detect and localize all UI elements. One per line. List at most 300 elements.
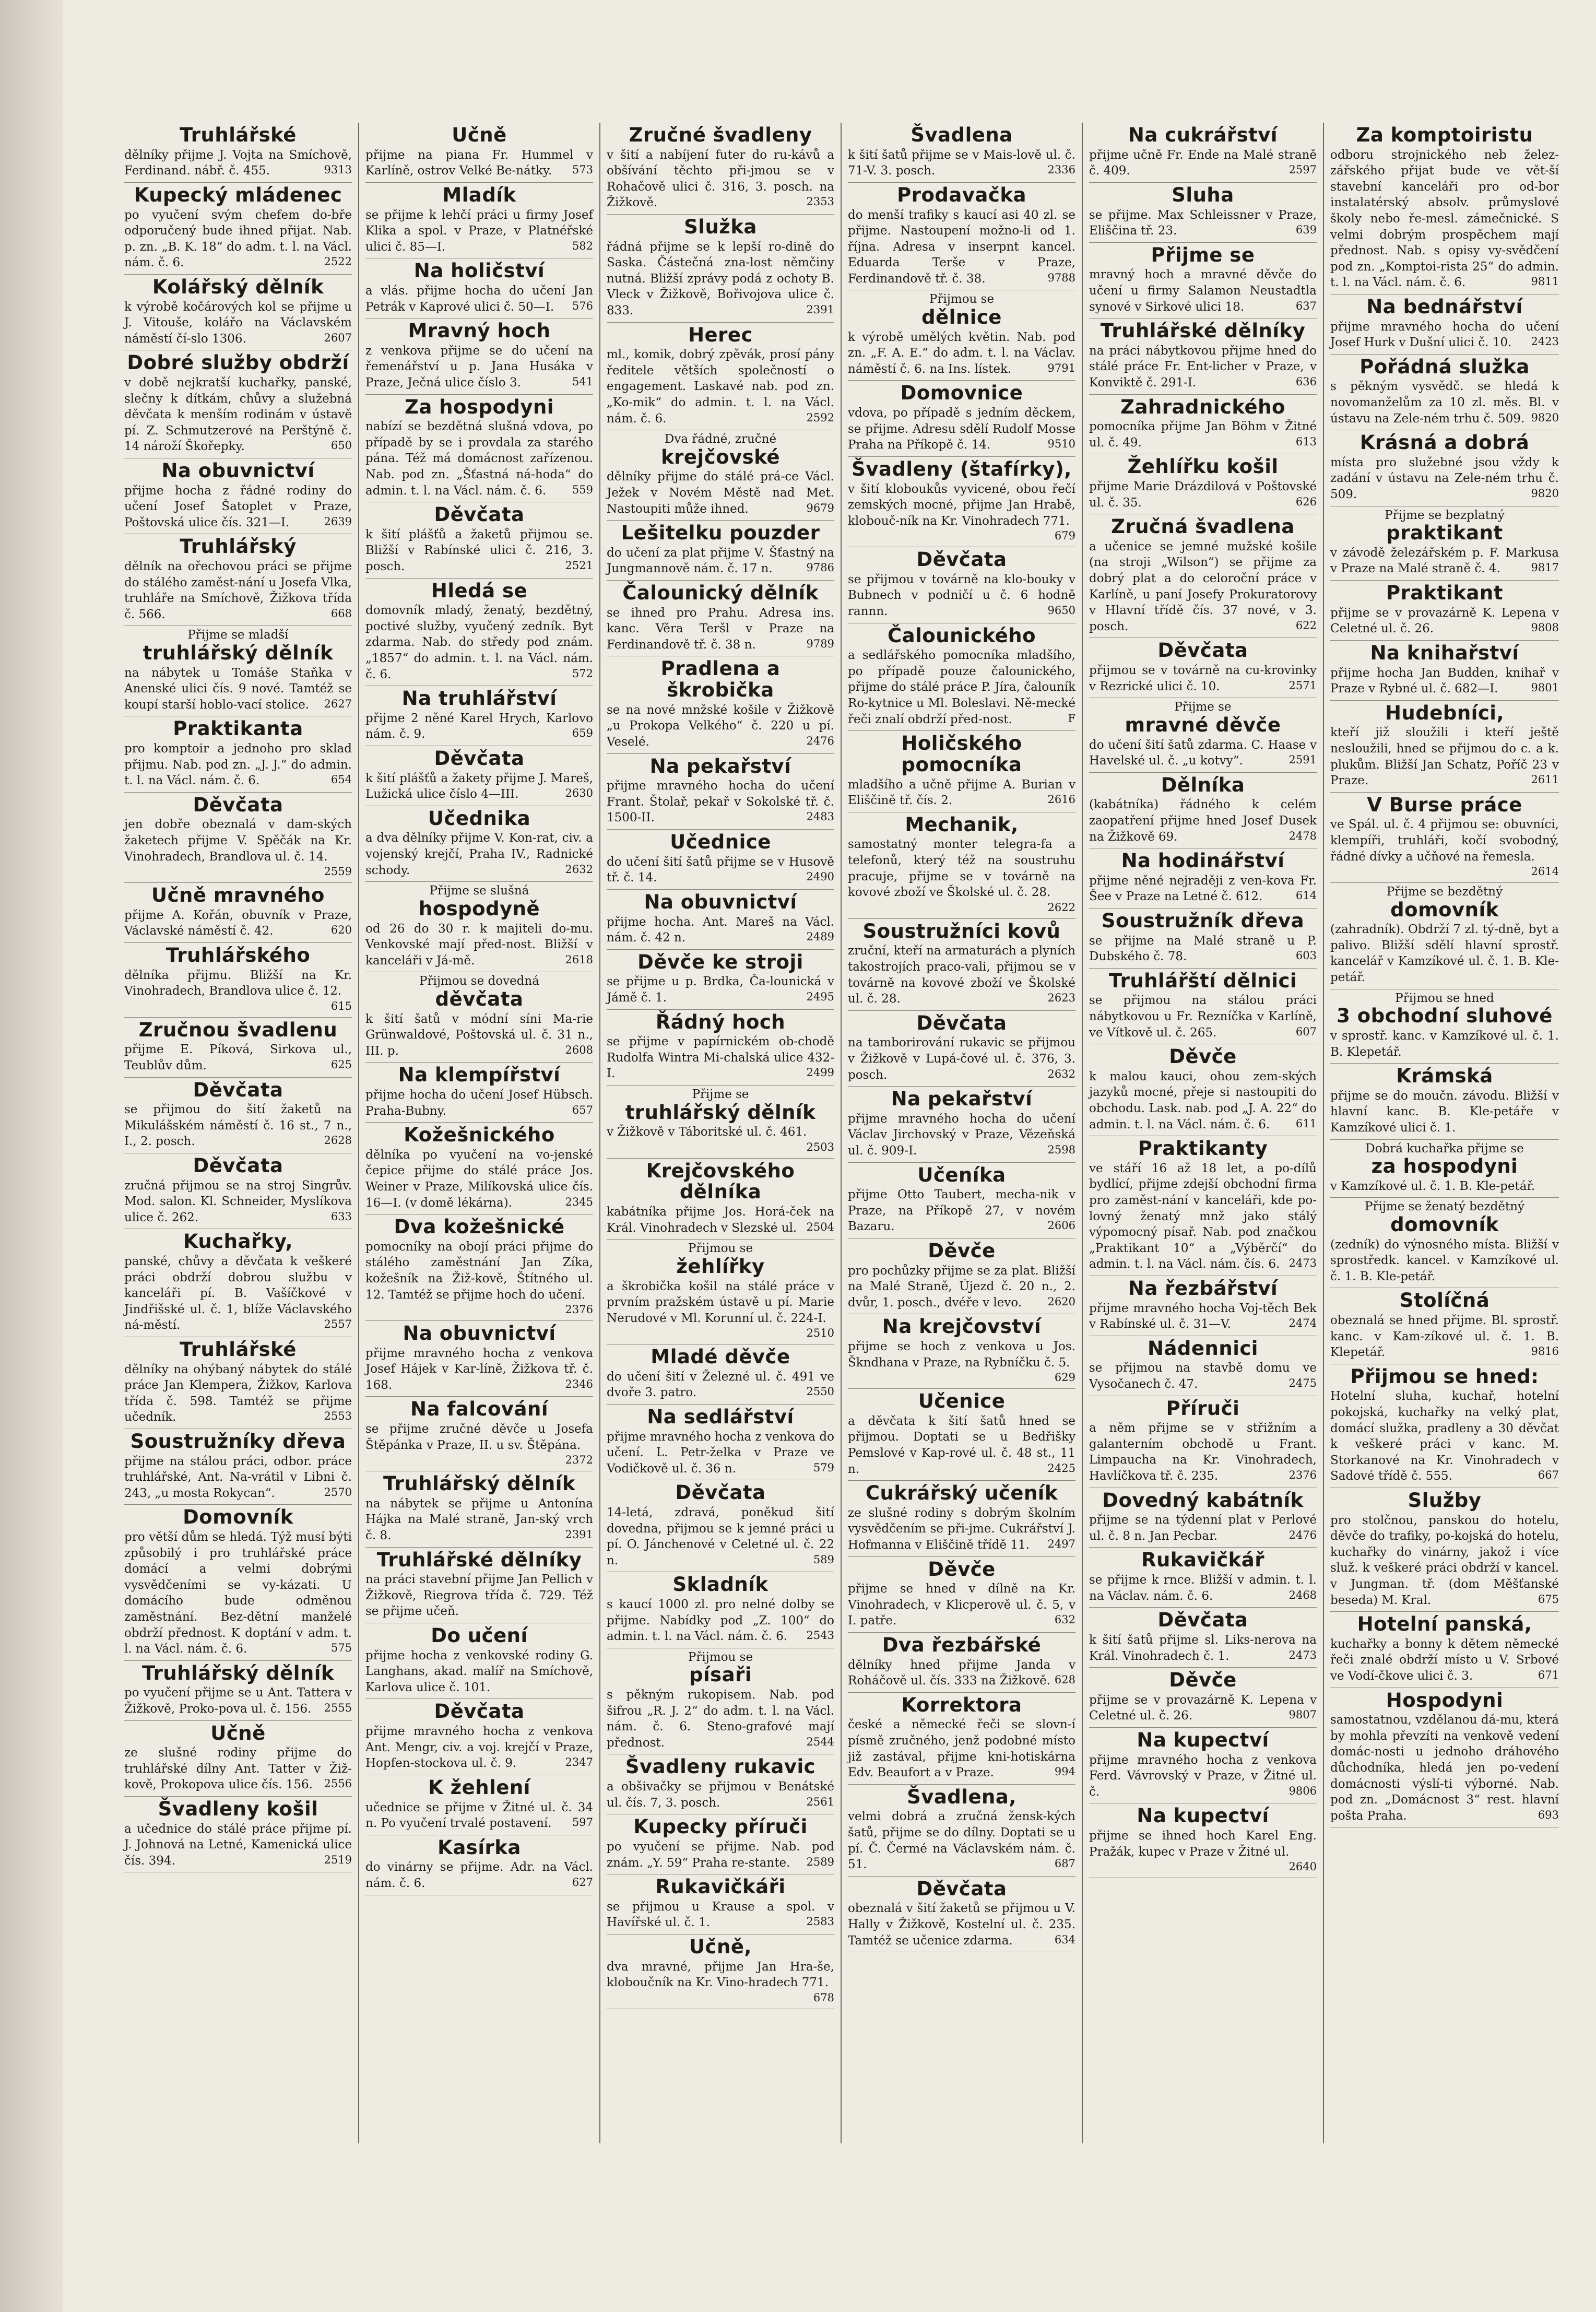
ad-body-text: a vlás. přijme hocha do učení Jan Petrák v Kaprové ulici č. 50—I. 576 [365,284,593,314]
ad-headline: Děvče [928,1558,996,1580]
ad-body-text: se přijmou u Krause a spol. v Havířské ul. č. 1. 2583 [607,1900,834,1930]
classified-ad [848,123,1075,183]
ad-headline: Za komptoiristu [1356,124,1533,146]
ad-body-text: ve Spál. ul. č. 4 přijmou se: obuvníci, klempíři, truhláři, kočí svobodný, řádné dívky a učňové na řemesla. 2614 [1330,817,1559,865]
classified-ad [1330,1064,1559,1139]
ad-body-text: do učení šití šatů přijme se v Husově tř. č. 14. 2490 [607,855,834,885]
ad-body-text: s pěkným rukopisem. Nab. pod šifrou „R. J. 2“ do adm. t. l. na Václ. nám. č. 6. Steno-grafové mají přednost. 2544 [607,1688,834,1750]
classified-ad [848,919,1075,1011]
ad-reference-number: 671 [1538,1668,1559,1681]
classified-ad [1089,514,1317,638]
ad-body-text: k šití plášťů a žakety přijme J. Mareš, Lužická ulice číslo 4—III. 2630 [365,771,593,801]
classified-ad [607,890,834,950]
classified-ad [1330,1288,1559,1364]
ad-body-text: řádná přijme se k lepší ro-dině do Saska. Částečná zna-lost němčiny nutná. Bližší zprávy podá z ochoty B. Vleck v Žižkově, Bořivojova ulice č. 833. 2391 [607,240,834,317]
classified-ad [607,1159,834,1240]
ad-body-text: přijme něné nejraději z ven-kova Fr. Šee v Praze na Letné č. 612. 614 [1089,874,1317,904]
ad-reference-number: 2559 [324,865,352,878]
ad-body-text: pomocníky na obojí práci přijme do stálého zaměstnání Jan Zíka, kožešník na Žiž-kově, Štítného ul. 12. Tamtéž se přijme hoch do učení. 2376 [365,1239,593,1303]
classified-ad [1089,638,1317,698]
ad-reference-number: 2476 [806,734,834,747]
ad-headline: Mladík [442,183,516,206]
ad-headline: Krámská [1396,1065,1493,1088]
ad-reference-number: 620 [330,924,352,937]
classified-ad [124,534,352,626]
ad-reference-number: 9820 [1531,487,1559,500]
ad-headline: Učně mravného [151,884,325,907]
classified-ad [1089,319,1317,394]
ad-reference-number: 2468 [1288,1588,1317,1601]
ad-body-text: přijme hocha z řádné rodiny do učení Josef Šatoplet v Praze, Poštovská ulice čís. 321—I. 2639 [124,483,352,529]
ad-body-text: přijme 2 něné Karel Hrych, Karlovo nám. č. 9. 659 [365,711,593,741]
classified-ad [365,319,593,394]
classified-ad [365,882,593,972]
classified-ad [848,731,1075,812]
classified-ad [124,1078,352,1153]
ad-body-text: přijme mravného hocha z venkova Ant. Mengr, civ. a voj. krejčí v Praze, Hopfen-stockova ul. č. 9. 2347 [365,1725,593,1771]
ad-reference-number: 2510 [806,1327,834,1340]
ad-headline: Zahradnického [1120,395,1285,418]
ad-body-text: se přijme k rnce. Bližší v admin. t. l. na Václav. nám. č. 6. 2468 [1089,1573,1317,1603]
ad-headline: Kasírka [438,1836,521,1859]
ad-headline: domovník [1390,1213,1499,1236]
ad-reference-number: 611 [1295,1117,1317,1130]
ad-reference-number: 2391 [806,303,834,316]
ad-reference-number: 2475 [1288,1377,1317,1390]
classified-ad [124,123,352,183]
ad-body-text: přijme mravného hocha do učení Frant. Štolař, pekař v Sokolské tř. č. 1500-II. 2483 [607,779,834,825]
ad-reference-number: 2556 [324,1777,352,1790]
ad-body-text: přijme na stálou práci, odbor. práce truhlářské, Ant. Na-vrátil v Libni č. 243, „u mosta Rokycan“. 2570 [124,1454,352,1500]
classified-ad [124,1797,352,1872]
classified-ad [124,1721,352,1797]
ad-body-text: velmi dobrá a zručná žensk-kých šatů, přijme se do dílny. Doptati se u pí. Č. Čermé na Václavském nám. č. 51. 687 [848,1810,1075,1872]
ad-body-text: pro větší dům se hledá. Týž musí býti způsobilý i pro truhlářské práce domácí a velmi dobrými vysvědčeními se vy-kázati. U domácího bude odměnou zaměstnání. Bez-dětní manželé obdrží přednost. K doptání v adm. t. l. na Václ. nám. č. 6. 575 [124,1530,352,1656]
classified-ad [1330,701,1559,793]
ad-headline: Kožešnického [404,1124,555,1147]
ad-headline: Truhlářský dělník [141,1661,335,1684]
ad-headline: 3 obchodní sluhové [1337,1005,1553,1028]
ad-reference-number: 2345 [565,1195,593,1208]
ad-reference-number: 9817 [1531,561,1559,574]
classified-ad [124,1018,352,1078]
classified-ad [1330,793,1559,883]
ad-body-text: učednice se přijme v Žitné ul. č. 34 n. Po vyučení trvalé postavení. 597 [365,1800,593,1831]
ad-body-text: Hotelní sluha, kuchař, hotelní pokojská, kuchařky na velký plat, domácí služka, pradleny a 30 děvčat k veškeré práci v kanc. M. Storkanové na Kr. Vinohradech v Sadové třídě č. 555. 667 [1330,1389,1559,1483]
classified-ad [607,1754,834,1814]
ad-body-text: se přijme. Max Schleissner v Praze, Eliščina tř. 23. 639 [1089,208,1317,238]
classified-ad [1089,1803,1317,1878]
classified-ad [1330,641,1559,701]
ad-headline: Sluha [1172,183,1234,206]
ad-body-text: do učení šití šatů zdarma. C. Haase v Havelské ul. č. „u kotvy“. 2591 [1089,738,1317,768]
classified-ad [607,1405,834,1480]
ad-reference-number: 634 [1054,1933,1075,1946]
ad-headline: Na řezbářství [1128,1277,1278,1300]
ad-reference-number: 667 [1538,1469,1559,1482]
ad-body-text: odboru strojnického neb želez-zářského přijat bude ve vět-ší stavební kanceláři pro od-bor instalatérský absolv. průmyslové školy nebo ře-mesl. zámečnické. S velmi dobrým prospěchem mají přednost. Nab. s opisy vy-svědčení pod zn. „Komptoi-rista 25“ do admin. t. l. na Václ. nám. č. 6. 9811 [1330,148,1559,290]
ad-headline: Na kupectví [1137,1728,1269,1751]
ad-body-text: přijmou se v továrně na cu-krovinky v Rezrické ulici č. 10. 2571 [1089,664,1317,693]
ad-headline: Zručné švadleny [629,124,812,146]
column-5 [1083,123,1324,2143]
classified-ad [1089,1336,1317,1396]
ad-reference-number: 2372 [565,1454,593,1467]
ad-reference-number: 573 [572,163,593,176]
ad-reference-number: 2490 [806,870,834,883]
ad-reference-number: 9820 [1531,411,1559,424]
ad-headline: Domovník [183,1506,293,1529]
column-3 [600,123,842,2143]
ad-body-text: jen dobře obeznalá v dam-ských žaketech přijme V. Spěčák na Kr. Vinohradech, Brandlova ul. č. 14. 2559 [124,817,352,865]
ad-reference-number: 632 [1054,1613,1075,1626]
ad-body-text: mladšího a učně přijme A. Burian v Eliščině tř. čís. 2. 2616 [848,777,1075,808]
ad-headline: Učně, [689,1935,752,1958]
classified-ad [124,1505,352,1660]
ad-reference-number: 9811 [1531,275,1559,288]
ad-headline: Na truhlářství [401,687,557,710]
ad-reference-number: 2611 [1531,773,1559,786]
ad-reference-number: 2632 [1047,1067,1075,1080]
ad-body-text: (zedník) do výnosného místa. Bližší v sprostředk. kancel. v Kamzíkové ul. č. 1. B. Kle-petář. [1330,1237,1559,1283]
ad-reference-number: 2489 [806,930,834,943]
column-2 [359,123,600,2143]
ad-headline: Mechanik, [905,813,1019,836]
ad-reference-number: 9791 [1047,361,1075,374]
classified-ad [124,883,352,943]
classified-columns [118,123,1567,2143]
ad-headline: Učenice [918,1390,1006,1413]
classified-ad [124,275,352,350]
ad-headline: Děvčata [434,503,525,526]
ad-headline: Na pekařství [649,754,791,777]
ad-headline: Děvčata [193,1078,283,1101]
ad-reference-number: 622 [1295,619,1317,632]
classified-ad [848,623,1075,732]
ad-reference-number: 2519 [324,1853,352,1866]
ad-reference-number: 2557 [324,1318,352,1331]
ad-intro-line: Přijme se ženatý bezdětný [1364,1200,1525,1214]
ad-body-text: přijme se hned v dílně na Kr. Vinohradech, v Klicperově ul. č. 5, v I. patře. 632 [848,1582,1075,1628]
ad-reference-number: 629 [1054,1371,1075,1384]
classified-ad [1089,183,1317,243]
classified-ad [607,1874,834,1934]
classified-ad [365,1835,593,1895]
ad-reference-number: 2553 [324,1410,352,1423]
ad-body-text: a sedlářského pomocníka mladšího, po případě pouze čalounického, přijme do stálé práce P. Jíra, čalouník Ro-kytnice u Ml. Boleslavi. Ně-mecké řeči znalí obdrží před-nost. F [848,648,1075,726]
ad-body-text: z venkova přijme se do učení na řemenářství u p. Jana Husáka v Praze, Ječná ulice číslo 3. 541 [365,344,593,390]
classified-ad [848,1633,1075,1693]
classified-ad [1089,1488,1317,1548]
ad-reference-number: 2478 [1288,829,1317,842]
ad-headline: Skladník [672,1573,769,1596]
ad-headline: Švadleny rukavic [625,1755,816,1778]
ad-headline: Učednika [428,807,531,830]
classified-ad [365,1548,593,1623]
classified-ad [1330,294,1559,355]
ad-body-text: přijme A. Kořán, obuvník v Praze, Václavské náměstí č. 42. 620 [124,908,352,938]
ad-body-text: přijme hocha. Ant. Mareš na Václ. nám. č. 42 n. 2489 [607,915,834,945]
ad-body-text: na práci nábytkovou přijme hned do stálé práce Fr. Ent-licher v Praze, v Konviktě č. 291-I. 636 [1089,344,1317,390]
ad-body-text: se přijmou do šití žaketů na Mikulášském náměstí č. 16 st., 7 n., I., 2. posch. 2628 [124,1103,352,1149]
ad-body-text: a dva dělníky přijme V. Kon-rat, civ. a vojenský krejčí, Praha IV., Radnické schody. 2632 [365,831,593,877]
classified-ad [1330,430,1559,506]
classified-ad [1330,989,1559,1064]
ad-body-text: pro komptoir a jednoho pro sklad přijmu. Nab. pod zn. „J. J.“ do admin. t. l. na Václ. nám. č. 6. 654 [124,741,352,788]
ad-body-text: přijme se v provazárně K. Lepena v Celetné ul. č. 26. 9808 [1330,606,1559,636]
ad-reference-number: 2423 [1531,335,1559,348]
ad-body-text: a děvčata k šití šatů hned se přijmou. Doptati se u Bedřišky Pemslové v Kap-rové ul. č. 48 st., 11 n. 2425 [848,1414,1075,1476]
ad-reference-number: 2606 [1047,1219,1075,1232]
ad-reference-number: 9789 [806,637,834,650]
ad-headline: Na bednářství [1366,295,1523,318]
ad-reference-number: 659 [572,727,593,740]
ad-body-text: samostatný monter telegra-fa a telefonů, který též na soustruhu pracuje, přijme se v továrně na kovové zboží ve Školské ul. č. 28. 2622 [848,836,1075,900]
classified-ad [1330,123,1559,294]
ad-headline: mravné děvče [1125,713,1281,736]
ad-headline: Rukavičkář [1141,1549,1264,1572]
ad-headline: Na hodinářství [1121,850,1285,872]
classified-ad [1089,1608,1317,1668]
ad-intro-line: Dobrá kuchařka přijme se [1365,1141,1524,1155]
classified-ad [124,1429,352,1505]
ad-reference-number: 2598 [1047,1143,1075,1156]
ad-reference-number: 654 [330,773,352,786]
ad-intro-line: Přijme se [692,1087,749,1101]
ad-body-text: se na nové mnžské košile v Žižkově „u Prokopa Velkého“ č. 220 u pí. Veselé. 2476 [607,703,834,749]
ad-reference-number: 626 [1295,495,1317,508]
ad-reference-number: 679 [1054,529,1075,542]
ad-body-text: na nábytek u Tomáše Staňka v Anenské ulici čís. 9 nové. Tamtéž se koupí starší hoblo-vací stolice. 2627 [124,666,352,712]
ad-reference-number: 2376 [1288,1469,1317,1482]
ad-body-text: přijme se hoch z venkova u Jos. Škndhana v Praze, na Rybníčku č. 5. 629 [848,1339,1075,1371]
classified-ad [848,1314,1075,1389]
ad-reference-number: 2622 [1047,901,1075,914]
classified-ad [607,581,834,656]
ad-intro-line: Přijmou se dovedná [419,974,539,988]
ad-reference-number: 2473 [1288,1257,1317,1270]
ad-body-text: v sprostř. kanc. v Kamzíkové ul. č. 1. B. Klepetář. [1330,1029,1559,1059]
ad-body-text: ze slušné rodiny s dobrým školním vysvědčením se při-jme. Cukrářství J. Hofmanna v Eliščině třídě 11. 2497 [848,1506,1075,1552]
ad-reference-number: 603 [1295,949,1317,962]
ad-reference-number: 668 [330,607,352,620]
ad-body-text: do vinárny se přijme. Adr. na Václ. nám. č. 6. 627 [365,1860,593,1890]
ad-body-text: dělníky hned přijme Janda v Roháčově ul. čís. 333 na Žižkově. 628 [848,1658,1075,1688]
ad-body-text: přijme mravného hocha z venkova do učení. L. Petr-želka v Praze ve Vodičkově ul. č. 36 n. 579 [607,1430,834,1476]
ad-headline: Švadleny (štafírky), [852,457,1072,480]
ad-reference-number: 675 [1538,1593,1559,1606]
ad-reference-number: F [1068,712,1075,725]
ad-headline: Děvčata [434,747,525,770]
ad-body-text: přijme se na týdenní plat v Perlové ul. č. 8 n. Jan Pecbar. 2476 [1089,1513,1317,1543]
classified-ad [1330,883,1559,989]
ad-body-text: přijme hocha do učení Josef Hübsch. Praha-Bubny. 657 [365,1088,593,1118]
classified-ad [124,183,352,275]
ad-headline: Zručnou švadlenu [138,1018,338,1041]
ad-headline: Děvčata [916,1877,1007,1900]
classified-ad [848,1877,1075,1952]
ad-reference-number: 687 [1054,1857,1075,1870]
classified-ad [365,1063,593,1123]
classified-ad [1089,1668,1317,1728]
ad-headline: Dovedný kabátník [1102,1489,1304,1512]
classified-ad [1089,454,1317,514]
ad-body-text: dělníky přijme J. Vojta na Smíchově, Ferdinand. nábř. č. 455. 9313 [124,148,352,178]
ad-body-text: k výrobě umělých květin. Nab. pod zn. „F. A. E.“ do adm. t. l. na Václav. náměstí č. 6. na Ins. lístek. 9791 [848,330,1075,376]
ad-headline: Děvčata [193,793,283,816]
ad-headline: K žehlení [428,1776,530,1799]
ad-intro-line: Přijme se mladší [187,628,289,642]
classified-ad [1089,395,1317,455]
ad-headline: Přijmou se hned: [1350,1365,1539,1388]
ad-headline: za hospodyni [1371,1155,1518,1178]
classified-ad [124,458,352,534]
ad-headline: Truhlářské dělníky [376,1548,582,1571]
ad-headline: Na sedlářství [647,1406,794,1429]
ad-body-text: do učení za plat přijme V. Šťastný na Jungmannově nám. č. 17 n. 9786 [607,546,834,576]
ad-headline: Korrektora [901,1693,1022,1716]
ad-headline: Truhlářští dělnici [1108,969,1297,992]
ad-body-text: v šití a nabíjení futer do ru-kávů a obšívání těchto při-jmou se v Rohačově ulici č. 316, 3. posch. na Žižkově. 2353 [607,148,834,210]
ad-headline: Švadlena, [907,1785,1016,1808]
ad-reference-number: 639 [1295,223,1317,237]
ad-body-text: v šití kloboukůs vyvicené, obou řečí zemských mocné, přijme Jan Hrabě, klobouč-ník na Kr. Vinohradech 771. 679 [848,481,1075,529]
ad-body-text: kabátníka přijme Jos. Horá-ček na Král. Vinohradech v Slezské ul. 2504 [607,1205,834,1235]
ad-reference-number: 2589 [806,1855,834,1868]
ad-headline: Příruči [1166,1397,1240,1420]
ad-headline: Truhlářský dělník [383,1472,576,1495]
ad-body-text: po vyučení svým chefem do-bře odporučený bude ihned přijat. Nab. p. zn. „B. K. 18“ do adm. t. l. na Václ. nám. č. 6. 2522 [124,208,352,270]
ad-headline: žehlířky [676,1255,765,1278]
ad-headline: Stolíčná [1399,1289,1490,1312]
ad-body-text: přijme se ihned hoch Karel Eng. Pražák, kupec v Praze v Žitné ul. 2640 [1089,1828,1317,1860]
ad-body-text: a škrobička košil na stálé práce v prvním pražském ústavě u pí. Marie Nerudové v Ml. Korunní ul. č. 224-I. 2510 [607,1279,834,1327]
classified-ad [1089,1548,1317,1608]
ad-headline: Prodavačka [897,183,1026,206]
classified-ad [1330,506,1559,581]
ad-reference-number: 2555 [324,1701,352,1714]
ad-body-text: po vyučení přijme se u Ant. Tattera v Žižkově, Proko-pova ul. č. 156. 2555 [124,1686,352,1716]
ad-headline: Děvče ke stroji [637,950,803,973]
classified-ad [1330,1198,1559,1288]
ad-headline: Kupecky příruči [633,1815,808,1838]
ad-body-text: přijme Marie Drázdilová v Poštovské ul. č. 35. 626 [1089,480,1317,510]
ad-reference-number: 607 [1295,1025,1317,1038]
classified-ad [365,1123,593,1214]
ad-body-text: vdova, po případě s jedním děckem, se přijme. Adresu sdělí Rudolf Mosse Praha na Příkopě č. 14. 9510 [848,406,1075,452]
ad-reference-number: 2571 [1288,679,1317,692]
ad-body-text: kteří již sloužili i kteří ještě nesloužili, hned se přijmou do c. a k. plukům. Bližší Jan Schatz, Poříč 23 v Praze. 2611 [1330,726,1559,788]
ad-headline: Hledá se [431,579,528,602]
ad-body-text: dva mravné, přijme Jan Hra-še, kloboučník na Kr. Vino-hradech 771. 678 [607,1959,834,1991]
ad-body-text: (kabátníka) řádného k celém zaopatření přijme hned Josef Dusek na Žižkově 69. 2478 [1089,798,1317,844]
ad-body-text: přijme mravného hocha Voj-těch Bek v Rabínské ul. č. 31—V. 2474 [1089,1301,1317,1331]
ad-reference-number: 636 [1295,375,1317,388]
ad-body-text: přijme mravného hocha z venkova Josef Hájek v Kar-líně, Žižkova tř. č. 168. 2346 [365,1346,593,1392]
ad-body-text: (zahradník). Obdrží 7 zl. tý-dně, byt a palivo. Bližší sdělí hlavní sprostř. kancelář v Kamzíkové ul. č. 1. B. Kle-petář. [1330,923,1559,985]
ad-body-text: ml., komik, dobrý zpěvák, prosí pány ředitele větších společností o engagement. Laskavé nab. pod zn. „Ko-mik“ do admin. t. l. na Václ. nám. č. 6. 2592 [607,348,834,426]
ad-headline: praktikant [1386,522,1503,545]
classified-ad [365,183,593,258]
column-4 [842,123,1083,2143]
ad-reference-number: 572 [572,667,593,680]
ad-reference-number: 2608 [565,1043,593,1056]
ad-body-text: k šití šatů v módní síni Ma-rie Grünwaldové, Poštovská ul. č. 31 n., III. p. 2608 [365,1012,593,1058]
classified-ad [848,1557,1075,1633]
ad-headline: Učně [452,124,507,146]
ad-headline: Děvče [1169,1669,1237,1692]
ad-headline: Švadlena [911,124,1013,146]
ad-headline: Kuchařky, [183,1230,293,1253]
ad-reference-number: 2623 [1047,992,1075,1005]
classified-ad [1089,1136,1317,1276]
ad-intro-line: Přijmou se [688,1650,753,1664]
ad-body-text: na tamborirování rukavic se přijmou v Žižkově v Lupá-čové ul. č. 376, 3. posch. 2632 [848,1036,1075,1082]
ad-reference-number: 575 [330,1642,352,1655]
ad-headline: Učednice [670,830,771,853]
classified-ad [365,806,593,882]
classified-ad [124,943,352,1018]
ad-body-text: pomocníka přijme Jan Böhm v Žitné ul. č. 49. 613 [1089,420,1317,450]
ad-headline: Děvčata [434,1700,525,1723]
ad-reference-number: 2504 [806,1220,834,1233]
ad-body-text: se přijmou na stálou práci nábytkovou u Fr. Rezníčka v Karlíně, ve Vítkově ul. č. 265. 607 [1089,994,1317,1040]
ad-headline: Na cukrářství [1128,124,1278,146]
classified-ad [365,395,593,503]
ad-body-text: k šití šatů přijme sl. Liks-nerova na Král. Vinohradech č. 1. 2473 [1089,1633,1317,1663]
ad-intro-line: Přijme se [1174,700,1232,714]
classified-ad [1330,1140,1559,1198]
ad-reference-number: 637 [1295,299,1317,312]
ad-reference-number: 2616 [1047,793,1075,806]
ad-headline: Na knihařství [1370,641,1519,664]
ad-reference-number: 2476 [1288,1528,1317,1541]
classified-ad [124,1153,352,1229]
ad-body-text: a něm přijme se v střižním a galanterním obchodě u Frant. Limpaucha na Kr. Vinohradech, Havlíčkova tř. č. 235. 2376 [1089,1421,1317,1483]
ad-body-text: s kaucí 1000 zl. pro nelné dolby se přijme. Nabídky pod „Z. 100“ do admin. t. l. na Václ. nám. č. 6. 2543 [607,1598,834,1644]
ad-reference-number: 597 [572,1816,593,1829]
ad-headline: Čalounického [888,624,1036,647]
classified-ad [607,1240,834,1344]
ad-headline: Za hospodyni [405,395,554,418]
ad-body-text: mravný hoch a mravné děvče do učení u firmy Salamon Neustadtla synové v Sirkové ulici 18. 637 [1089,268,1317,314]
ad-reference-number: 2570 [324,1485,352,1499]
classified-ad [848,1785,1075,1877]
classified-ad [365,1775,593,1835]
ad-intro-line: Přijmou se hned [1395,991,1494,1005]
ad-headline: Dobré služby obdrží [127,351,349,374]
classified-ad [607,1480,834,1572]
classified-ad [1330,1612,1559,1688]
ad-body-text: přijme E. Píková, Sirkova ul., Teublův dům. 625 [124,1043,352,1072]
ad-reference-number: 9806 [1288,1784,1317,1797]
classified-ad [1089,1044,1317,1136]
ad-headline: Truhlářské [180,124,297,146]
ad-reference-number: 9650 [1047,604,1075,617]
ad-headline: Učeníka [917,1163,1006,1186]
ad-headline: Domovnice [900,382,1023,405]
classified-ad [365,746,593,806]
classified-ad [607,1344,834,1405]
ad-reference-number: 2483 [806,810,834,823]
ad-reference-number: 628 [1054,1673,1075,1686]
classified-ad [365,123,593,183]
ad-reference-number: 613 [1295,435,1317,448]
ad-body-text: dělníky přijme do stálé prá-ce Václ. Ježek v Novém Městě nad Met. Nastoupiti může ihned. 9679 [607,470,834,516]
ad-headline: Hospodyni [1386,1689,1504,1712]
ad-body-text: přijme se v provazárně K. Lepena v Celetné ul. č. 26. 9807 [1089,1693,1317,1723]
ad-headline: krejčovské [661,445,780,468]
